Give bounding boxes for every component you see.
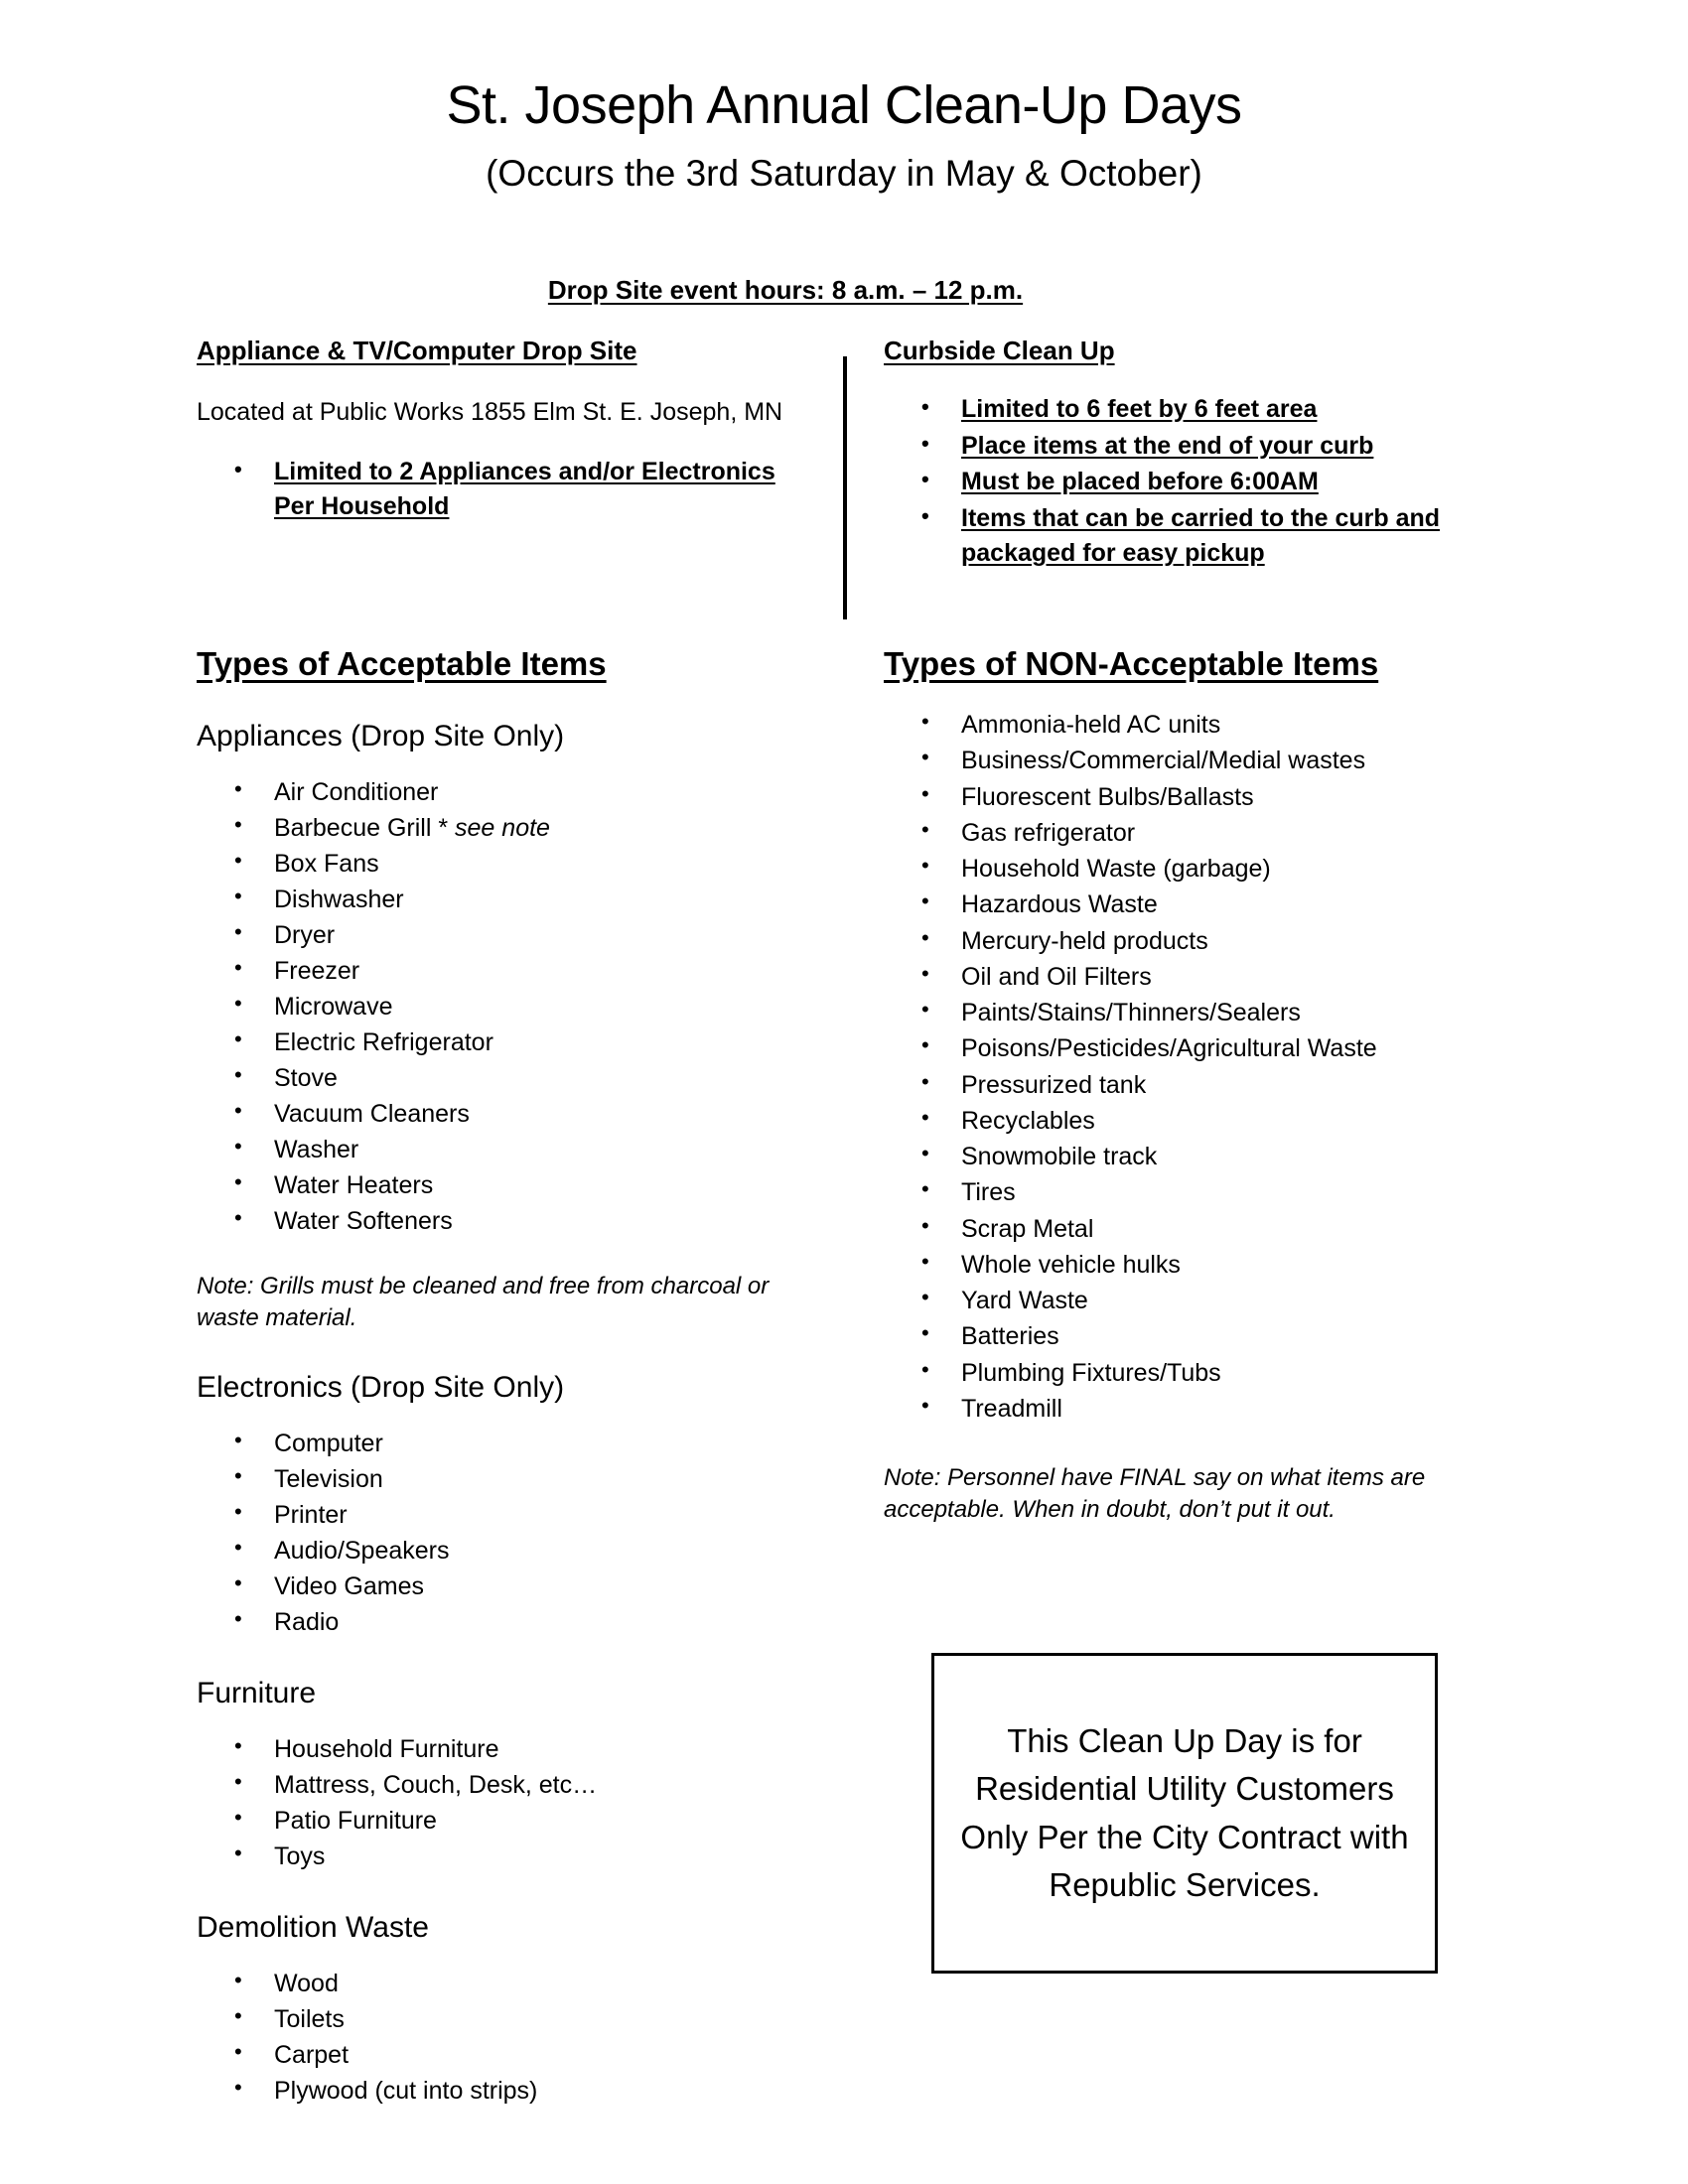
drop-site-location: Located at Public Works 1855 Elm St. E. Joseph, MN <box>197 398 783 427</box>
list-item: • Air Conditioner <box>197 774 832 810</box>
list-item: • Snowmobile track <box>884 1139 1509 1174</box>
list-item: • Treadmill <box>884 1391 1509 1427</box>
acceptable-items-heading: Types of Acceptable Items <box>197 644 607 682</box>
curbside-rule-text: Limited to 6 feet by 6 feet area <box>961 395 1318 424</box>
drop-site-heading: Appliance & TV/Computer Drop Site <box>197 335 637 365</box>
list-item: • Dishwasher <box>197 882 832 917</box>
list-item <box>884 392 1499 428</box>
callout-text: This Clean Up Day is for Residential Utility Customers Only Per the City Contract with Republic Services. <box>960 1721 1409 1903</box>
appliances-note: Note: Grills must be cleaned and free from charcoal or waste material. <box>197 1273 770 1331</box>
list-item <box>197 810 832 846</box>
non-acceptable-items-column <box>884 644 1509 1526</box>
list-item <box>197 455 812 525</box>
non-acceptable-items-heading: Types of NON-Acceptable Items <box>884 644 1379 682</box>
list-item: • Printer <box>197 1497 832 1533</box>
list-item: • Patio Furniture <box>197 1803 832 1839</box>
list-item: • Wood <box>197 1966 832 2001</box>
list-item: • Household Furniture <box>197 1731 832 1767</box>
list-item: • Paints/Stains/Thinners/Sealers <box>884 995 1509 1030</box>
list-item: • Stove <box>197 1060 832 1096</box>
list-item <box>884 465 1499 500</box>
list-item: • Microwave <box>197 989 832 1024</box>
category-heading-appliances: Appliances (Drop Site Only) <box>197 720 565 753</box>
demolition-waste-list <box>197 1946 832 2109</box>
drop-site-rule-text: Limited to 2 Appliances and/or Electronics Per Household <box>274 457 775 521</box>
list-item: • Electric Refrigerator <box>197 1024 832 1060</box>
list-item: • Water Softeners <box>197 1203 832 1239</box>
drop-site-section <box>197 335 812 528</box>
item-label: Barbecue Grill * <box>274 814 456 843</box>
list-item <box>884 501 1499 572</box>
list-item: • Toilets <box>197 2001 832 2037</box>
category-heading-electronics: Electronics (Drop Site Only) <box>197 1370 565 1404</box>
curbside-section <box>884 335 1499 573</box>
curbside-rule-text: Must be placed before 6:00AM <box>961 468 1319 496</box>
list-item: • Water Heaters <box>197 1167 832 1203</box>
furniture-list <box>197 1711 832 1874</box>
list-item: • Video Games <box>197 1569 832 1604</box>
event-hours-line: Drop Site event hours: 8 a.m. – 12 p.m. <box>547 275 1024 306</box>
category-heading-demolition-waste: Demolition Waste <box>197 1910 429 1944</box>
page-title: St. Joseph Annual Clean-Up Days <box>446 75 1242 135</box>
appliances-list <box>197 754 832 1239</box>
list-item: • Mercury-held products <box>884 923 1509 959</box>
list-item: • Ammonia-held AC units <box>884 707 1509 743</box>
curbside-rule-text: Items that can be carried to the curb and packaged for easy pickup <box>961 503 1441 568</box>
list-item: • Household Waste (garbage) <box>884 851 1509 887</box>
list-item: • Dryer <box>197 917 832 953</box>
list-item <box>884 429 1499 465</box>
list-item: • Toys <box>197 1839 832 1874</box>
list-item: • Computer <box>197 1426 832 1461</box>
list-item: • Scrap Metal <box>884 1211 1509 1247</box>
list-item: • Mattress, Couch, Desk, etc… <box>197 1767 832 1803</box>
curbside-rule-text: Place items at the end of your curb <box>961 431 1374 460</box>
list-item: • Audio/Speakers <box>197 1533 832 1569</box>
list-item: • Box Fans <box>197 846 832 882</box>
list-item: • Poisons/Pesticides/Agricultural Waste <box>884 1030 1509 1066</box>
list-item: • Recyclables <box>884 1103 1509 1139</box>
item-note-ref: see note <box>455 814 550 843</box>
non-acceptable-list <box>884 683 1509 1427</box>
list-item: • Oil and Oil Filters <box>884 959 1509 995</box>
list-item: • Business/Commercial/Medial wastes <box>884 743 1509 778</box>
residential-only-callout-box <box>931 1653 1438 1974</box>
list-item: • Tires <box>884 1174 1509 1210</box>
drop-site-rules-list <box>197 429 812 525</box>
page-subtitle: (Occurs the 3rd Saturday in May & October) <box>486 152 1202 194</box>
list-item: • Gas refrigerator <box>884 815 1509 851</box>
curbside-heading: Curbside Clean Up <box>884 335 1115 365</box>
list-item: • Freezer <box>197 953 832 989</box>
column-divider <box>843 356 847 619</box>
acceptable-items-column <box>197 644 832 2109</box>
list-item: • Batteries <box>884 1318 1509 1354</box>
list-item: • Fluorescent Bulbs/Ballasts <box>884 779 1509 815</box>
curbside-rules-list <box>884 366 1499 572</box>
category-heading-furniture: Furniture <box>197 1676 317 1709</box>
list-item: • Pressurized tank <box>884 1067 1509 1103</box>
non-acceptable-note: Note: Personnel have FINAL say on what items are acceptable. When in doubt, don’t put it out. <box>884 1464 1426 1523</box>
electronics-list <box>197 1406 832 1640</box>
list-item: • Hazardous Waste <box>884 887 1509 922</box>
list-item: • Yard Waste <box>884 1283 1509 1318</box>
list-item: • Carpet <box>197 2037 832 2073</box>
list-item: • Washer <box>197 1132 832 1167</box>
list-item: • Plumbing Fixtures/Tubs <box>884 1355 1509 1391</box>
list-item: • Radio <box>197 1604 832 1640</box>
list-item: • Plywood (cut into strips) <box>197 2073 832 2109</box>
list-item: • Whole vehicle hulks <box>884 1247 1509 1283</box>
top-info-band <box>0 335 1688 583</box>
list-item: • Television <box>197 1461 832 1497</box>
list-item: • Vacuum Cleaners <box>197 1096 832 1132</box>
